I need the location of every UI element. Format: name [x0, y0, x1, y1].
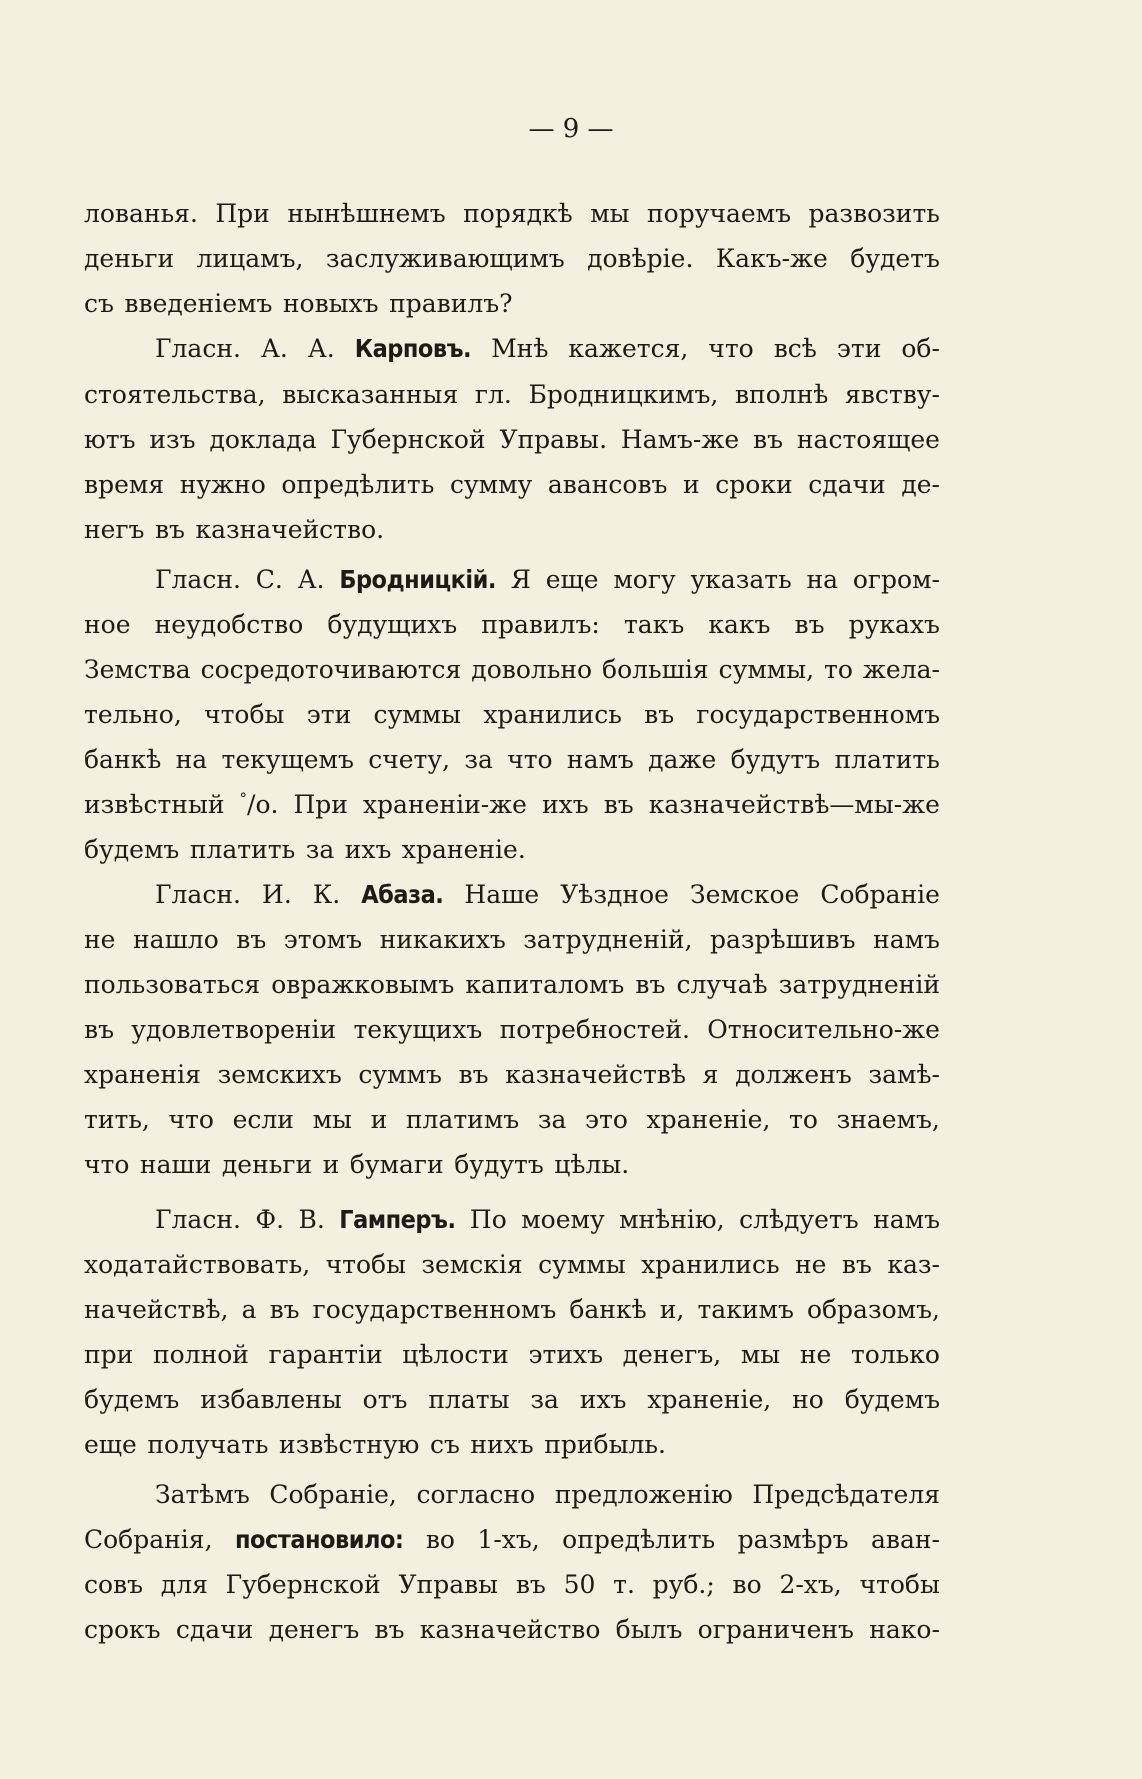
text-word: В. — [298, 1205, 325, 1234]
text-word: земскихъ — [217, 1060, 342, 1089]
text-word: извѣстный — [84, 790, 225, 819]
text-word: получать — [147, 1430, 269, 1459]
text-word: въ — [515, 1570, 546, 1599]
text-word: что — [168, 1105, 214, 1134]
text-word: тельно, — [84, 700, 182, 729]
text-word: стоятельства, — [84, 380, 266, 409]
text-word: Абаза. — [361, 880, 444, 909]
text-word: я — [702, 1060, 719, 1089]
text-word: будущихъ — [327, 610, 458, 639]
text-word: И. — [262, 880, 292, 909]
text-word: полной — [152, 1340, 249, 1369]
text-word: каз- — [887, 1250, 940, 1279]
text-word: капиталомъ — [465, 970, 625, 999]
text-word: негъ — [84, 515, 145, 544]
text-word: жела- — [862, 655, 940, 684]
text-word: де- — [901, 470, 940, 499]
text-word: А. — [307, 334, 335, 363]
text-word: какъ — [708, 610, 771, 639]
text-word: А. — [297, 565, 325, 594]
text-word: указать — [690, 565, 792, 594]
text-word: никакихъ — [379, 925, 506, 954]
text-word: банкѣ — [84, 745, 162, 774]
text-word: новыхъ — [282, 289, 379, 318]
text-word: наши — [139, 1150, 212, 1179]
text-line — [155, 563, 940, 597]
text-word: чтобы — [325, 1250, 406, 1279]
text-word: сдачи — [175, 1615, 254, 1644]
text-word: Земское — [690, 880, 800, 909]
text-word: не — [84, 925, 116, 954]
text-line — [84, 1613, 940, 1647]
text-word: денегъ, — [622, 1340, 722, 1369]
text-word: нашло — [133, 925, 219, 954]
text-word: слѣдуетъ — [739, 1205, 859, 1234]
text-line — [84, 1013, 940, 1047]
text-word: платить — [834, 745, 940, 774]
text-word: развозить — [808, 199, 940, 228]
text-line — [84, 608, 940, 642]
text-word: такъ — [623, 610, 685, 639]
text-line — [84, 1338, 940, 1372]
text-word: разрѣшивъ — [710, 925, 856, 954]
text-word: кажется, — [568, 334, 689, 363]
text-word: а — [241, 1295, 257, 1324]
text-word: земскія — [421, 1250, 523, 1279]
text-word: Гласн. — [155, 565, 241, 594]
text-word: и, — [659, 1295, 685, 1324]
text-word: При — [293, 790, 348, 819]
text-word: на — [806, 565, 839, 594]
text-word: 2-хъ, — [779, 1570, 842, 1599]
text-word: потребностей. — [499, 1015, 690, 1044]
text-word: удовлетвореніи — [131, 1015, 337, 1044]
text-word: гарантіи — [268, 1340, 383, 1369]
text-word: 1-хъ, — [477, 1525, 540, 1554]
text-word: Собранія, — [84, 1525, 213, 1554]
text-line — [84, 1148, 940, 1182]
text-word: Гласн. — [155, 1205, 241, 1234]
text-word: въ — [753, 425, 784, 454]
text-line — [84, 833, 940, 867]
text-word: казначействѣ — [505, 1060, 686, 1089]
text-word: Наше — [464, 880, 540, 909]
text-line — [84, 1248, 940, 1282]
text-word: намъ — [566, 745, 634, 774]
text-word: бумаги — [349, 1150, 444, 1179]
text-word: Губернской — [225, 1570, 381, 1599]
text-word: въ — [236, 925, 267, 954]
text-word: платимъ — [405, 1105, 520, 1134]
text-word: Относительно-же — [707, 1015, 940, 1044]
text-word: то — [824, 655, 853, 684]
text-word: об- — [901, 334, 940, 363]
text-line — [155, 1478, 940, 1512]
text-word: сроки — [715, 470, 793, 499]
text-line — [84, 1293, 940, 1327]
text-word: авансовъ — [547, 470, 668, 499]
text-word: за — [464, 745, 493, 774]
text-word: образомъ, — [806, 1295, 940, 1324]
text-word: А. — [260, 334, 288, 363]
text-word: храненіе. — [401, 835, 526, 864]
text-word: начействѣ, — [84, 1295, 229, 1324]
text-word: размѣръ — [737, 1525, 849, 1554]
text-line — [84, 513, 940, 547]
text-word: Уѣздное — [560, 880, 669, 909]
text-word: доклада — [209, 425, 317, 454]
text-word: пользоваться — [84, 970, 261, 999]
text-word: Какъ-же — [715, 244, 828, 273]
text-line — [84, 1058, 940, 1092]
text-word: большія — [602, 655, 709, 684]
text-word: даже — [648, 745, 717, 774]
text-word: довольно — [471, 655, 593, 684]
text-word: этихъ — [528, 1340, 603, 1369]
text-word: настоящее — [796, 425, 940, 454]
text-word: въ — [374, 1615, 405, 1644]
text-word: съ — [429, 1430, 460, 1459]
text-word: во — [732, 1570, 762, 1599]
text-word: будетъ — [850, 244, 940, 273]
text-word: нако- — [869, 1615, 940, 1644]
text-word: Гласн. — [155, 334, 241, 363]
text-word: въ — [154, 515, 185, 544]
text-word: ихъ — [542, 790, 589, 819]
text-line — [155, 878, 940, 912]
text-word: нихъ — [470, 1430, 534, 1459]
page-number: — 9 — — [528, 114, 614, 144]
text-word: государственномъ — [312, 1295, 557, 1324]
text-word: ходатайствовать, — [84, 1250, 311, 1279]
text-word: будемъ — [84, 1385, 180, 1414]
text-word: счету, — [368, 745, 451, 774]
text-word: затрудненій — [778, 970, 940, 999]
text-word: Гласн. — [155, 880, 241, 909]
text-word: нынѣшнемъ — [287, 199, 446, 228]
text-word: будемъ — [844, 1385, 940, 1414]
text-word: Затѣмъ — [155, 1480, 250, 1509]
text-word: К. — [312, 880, 341, 909]
text-word: При — [215, 199, 270, 228]
text-word: долженъ — [735, 1060, 852, 1089]
text-word: Собраніе — [820, 880, 940, 909]
text-word: сумму — [449, 470, 533, 499]
text-word: ное — [84, 610, 131, 639]
text-word: суммы — [538, 1250, 626, 1279]
text-line — [84, 1523, 940, 1557]
text-word: чтобы — [859, 1570, 940, 1599]
text-word: прибыль. — [544, 1430, 666, 1459]
text-word: въ — [794, 610, 825, 639]
text-word: мнѣнію, — [619, 1205, 725, 1234]
text-word: Намъ-же — [620, 425, 740, 454]
text-word: совъ — [84, 1570, 144, 1599]
text-word: эти — [836, 334, 882, 363]
text-word: мы — [740, 1340, 781, 1369]
text-word: и — [370, 1105, 388, 1134]
text-line — [84, 1383, 940, 1417]
text-word: для — [160, 1570, 208, 1599]
text-word: опредѣлить — [281, 470, 435, 499]
text-word: суммъ — [358, 1060, 442, 1089]
text-word: Земства — [84, 655, 191, 684]
text-word: Губернской — [330, 425, 486, 454]
text-word: Предсѣдателя — [752, 1480, 940, 1509]
text-word: затрудненій, — [523, 925, 693, 954]
text-word: овражковымъ — [271, 970, 455, 999]
text-word: рукахъ — [848, 610, 940, 639]
text-word: этомъ — [283, 925, 363, 954]
text-word: неудобство — [154, 610, 304, 639]
text-word: деньги — [221, 1150, 313, 1179]
text-word: текущемъ — [221, 745, 354, 774]
text-word: Гамперъ. — [339, 1205, 456, 1234]
text-word: что — [708, 334, 754, 363]
text-word: текущихъ — [353, 1015, 483, 1044]
text-word: °/о. — [239, 789, 279, 819]
text-word: Карповъ. — [354, 334, 472, 363]
text-line — [84, 197, 940, 231]
text-word: Ф. — [255, 1205, 285, 1234]
text-word: правилъ? — [389, 289, 513, 318]
text-word: моему — [521, 1205, 605, 1234]
text-word: эти — [306, 700, 352, 729]
text-word: будутъ — [454, 1150, 544, 1179]
text-word: съ — [84, 289, 114, 318]
text-word: сдачи — [808, 470, 886, 499]
text-word: храненіе, — [646, 1105, 771, 1134]
text-word: въ — [644, 700, 675, 729]
text-word: это — [585, 1105, 628, 1134]
text-word: платить — [189, 835, 296, 864]
text-word: знаемъ, — [836, 1105, 940, 1134]
text-word: государственномъ — [696, 700, 940, 729]
text-word: храненіе, — [647, 1385, 772, 1414]
text-word: Управы. — [499, 425, 608, 454]
text-word: казначейство — [419, 1615, 601, 1644]
text-word: только — [850, 1340, 940, 1369]
text-word: предложенію — [554, 1480, 733, 1509]
text-word: хранились — [483, 700, 622, 729]
text-line — [84, 743, 940, 777]
text-word: за — [305, 835, 335, 864]
text-word: будутъ — [730, 745, 821, 774]
text-line — [84, 242, 940, 276]
text-word: По — [469, 1205, 507, 1234]
text-word: храненія — [84, 1060, 201, 1089]
text-word: Собраніе, — [269, 1480, 397, 1509]
text-word: платы — [428, 1385, 510, 1414]
text-word: цѣлости — [402, 1340, 509, 1369]
text-word: въ — [269, 1295, 300, 1324]
text-word: храненіи-же — [362, 790, 527, 819]
text-word: суммы — [373, 700, 462, 729]
text-word: и — [322, 1150, 340, 1179]
text-word: казначействѣ—мы-же — [648, 790, 940, 819]
text-word: могу — [613, 565, 676, 594]
text-word: суммы, — [718, 655, 815, 684]
text-word: Управы — [398, 1570, 499, 1599]
text-word: денегъ — [268, 1615, 360, 1644]
text-word: намъ — [873, 1205, 940, 1234]
text-word: вполнѣ — [734, 380, 829, 409]
text-word: что — [84, 1150, 130, 1179]
text-word: правилъ: — [481, 610, 600, 639]
text-line — [84, 1568, 940, 1602]
text-word: ютъ — [84, 425, 136, 454]
text-word: деньги — [84, 244, 175, 273]
text-word: что — [507, 745, 553, 774]
text-line — [84, 423, 940, 457]
text-word: ограниченъ — [697, 1615, 854, 1644]
text-word: извѣстную — [279, 1430, 420, 1459]
text-word: не — [799, 1340, 832, 1369]
text-line — [84, 653, 940, 687]
text-line — [84, 468, 940, 502]
text-line — [84, 698, 940, 732]
text-word: отъ — [362, 1385, 408, 1414]
text-line — [84, 788, 940, 822]
text-word: лицамъ, — [196, 244, 304, 273]
text-word: т. — [613, 1570, 635, 1599]
text-word: порядкѣ — [463, 199, 573, 228]
text-word: ихъ — [579, 1385, 627, 1414]
text-word: сосредоточиваются — [200, 655, 462, 684]
text-word: на — [175, 745, 208, 774]
text-word: заслуживающимъ — [325, 244, 565, 273]
text-word: высказанныя — [282, 380, 459, 409]
text-line — [155, 332, 940, 366]
text-word: но — [792, 1385, 824, 1414]
text-word: чтобы — [204, 700, 285, 729]
text-word: С. — [255, 565, 283, 594]
text-word: въ — [603, 790, 634, 819]
text-word: тить, — [84, 1105, 150, 1134]
text-word: хранились — [641, 1250, 780, 1279]
text-word: 50 — [563, 1570, 596, 1599]
text-word: казначейство. — [195, 515, 385, 544]
text-word: постановило: — [234, 1525, 404, 1554]
text-word: мы — [590, 199, 630, 228]
text-word: Я — [510, 565, 531, 594]
text-word: при — [84, 1340, 134, 1369]
text-word: банкѣ — [569, 1295, 647, 1324]
text-word: Бродницкій. — [339, 565, 496, 594]
text-line — [84, 287, 940, 321]
text-word: замѣ- — [868, 1060, 940, 1089]
text-word: если — [232, 1105, 294, 1134]
text-word: явству- — [845, 380, 940, 409]
text-word: время — [84, 470, 165, 499]
text-word: опредѣлить — [562, 1525, 716, 1554]
text-word: случаѣ — [676, 970, 768, 999]
text-word: лованья. — [84, 199, 198, 228]
text-word: введеніемъ — [124, 289, 273, 318]
text-line — [84, 923, 940, 957]
text-line — [155, 1203, 940, 1237]
text-word: былъ — [615, 1615, 683, 1644]
text-word: нужно — [179, 470, 266, 499]
text-word: огром- — [852, 565, 940, 594]
text-word: мы — [312, 1105, 352, 1134]
text-word: избавлены — [200, 1385, 342, 1414]
text-word: гл. — [474, 380, 512, 409]
text-line — [84, 1103, 940, 1137]
text-word: въ — [841, 1250, 872, 1279]
text-word: и — [683, 470, 700, 499]
text-word: то — [789, 1105, 818, 1134]
text-word: за — [537, 1105, 567, 1134]
text-word: цѣлы. — [554, 1150, 630, 1179]
text-word: руб.; — [652, 1570, 715, 1599]
text-word: будемъ — [84, 835, 180, 864]
text-word: во — [425, 1525, 455, 1554]
text-word: ихъ — [344, 835, 392, 864]
text-word: намъ — [873, 925, 940, 954]
text-word: срокъ — [84, 1615, 161, 1644]
text-word: согласно — [416, 1480, 536, 1509]
text-line — [84, 1428, 940, 1462]
text-word: изъ — [149, 425, 196, 454]
text-word: Мнѣ — [491, 334, 549, 363]
text-word: еще — [545, 565, 599, 594]
text-word: за — [530, 1385, 559, 1414]
text-word: въ — [458, 1060, 489, 1089]
text-word: поручаемъ — [647, 199, 792, 228]
text-word: въ — [635, 970, 666, 999]
text-word: Бродницкимъ, — [528, 380, 719, 409]
text-line — [84, 378, 940, 412]
text-line — [84, 968, 940, 1002]
text-word: въ — [84, 1015, 114, 1044]
text-word: еще — [84, 1430, 137, 1459]
text-word: довѣріе. — [587, 244, 694, 273]
text-word: всѣ — [773, 334, 817, 363]
text-word: аван- — [871, 1525, 940, 1554]
text-word: такимъ — [697, 1295, 794, 1324]
text-word: не — [795, 1250, 827, 1279]
